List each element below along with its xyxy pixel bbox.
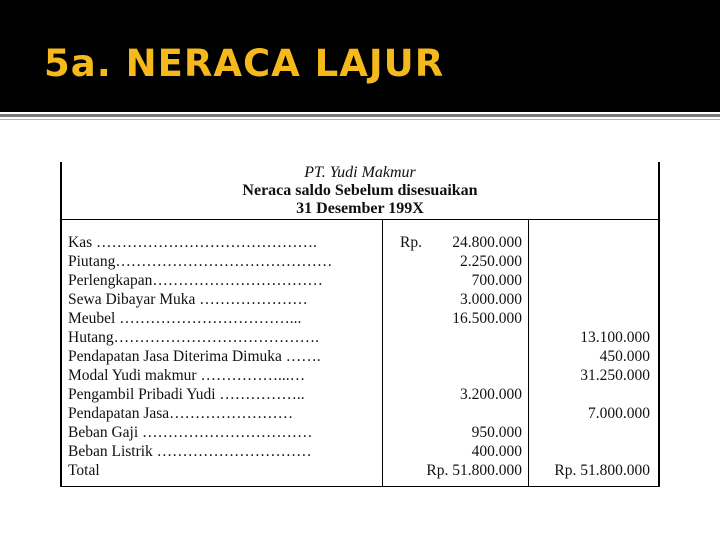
table-row <box>62 367 658 386</box>
account-name: Pengambil Pribadi Yudi …………….. <box>68 386 305 403</box>
debit-amount: 700.000 <box>471 272 522 289</box>
debit-amount: 3.200.000 <box>460 386 522 403</box>
debit-amount: 24.800.000 <box>452 234 522 251</box>
debit-amount: 400.000 <box>471 443 522 460</box>
table-row <box>62 310 658 329</box>
account-name: Sewa Dibayar Muka ………………… <box>68 291 308 308</box>
credit-amount: 31.250.000 <box>580 367 650 384</box>
credit-amount: 7.000.000 <box>588 405 650 422</box>
account-name: Kas ……………………………………. <box>68 234 317 251</box>
account-name: Modal Yudi makmur ……………...… <box>68 367 306 384</box>
table-row <box>62 291 658 310</box>
balance-rows <box>62 234 658 481</box>
document-subtitle: Neraca saldo Sebelum disesuaikan <box>242 182 478 199</box>
table-row <box>62 234 658 253</box>
table-row <box>62 386 658 405</box>
credit-amount: 450.000 <box>599 348 650 365</box>
table-row <box>62 348 658 367</box>
account-name: Beban Listrik ………………………… <box>68 443 312 460</box>
currency-prefix: Rp. <box>400 234 422 251</box>
table-row <box>62 329 658 348</box>
account-name: Meubel ……………………………... <box>68 310 302 327</box>
debit-amount: Rp. 51.800.000 <box>426 462 522 479</box>
slide-title: 5a. NERACA LAJUR <box>44 42 445 85</box>
account-name: Beban Gaji …………………………… <box>68 424 313 441</box>
table-row <box>62 253 658 272</box>
table-row <box>62 462 658 481</box>
debit-amount: 3.000.000 <box>460 291 522 308</box>
scan-artifact <box>322 490 325 500</box>
debit-amount: 950.000 <box>471 424 522 441</box>
credit-amount: 13.100.000 <box>580 329 650 346</box>
divider-thick <box>0 114 720 117</box>
company-name: PT. Yudi Makmur <box>304 164 416 181</box>
table-row <box>62 272 658 291</box>
account-name: Pendapatan Jasa…………………… <box>68 405 294 422</box>
document-date: 31 Desember 199X <box>296 200 424 217</box>
table-row <box>62 424 658 443</box>
account-name: Total <box>68 462 100 479</box>
document-header <box>62 162 658 220</box>
account-name: Pendapatan Jasa Diterima Dimuka ……. <box>68 348 321 365</box>
title-bar <box>0 0 720 112</box>
debit-amount: 16.500.000 <box>452 310 522 327</box>
table-row <box>62 443 658 462</box>
credit-amount: Rp. 51.800.000 <box>554 462 650 479</box>
account-name: Hutang…………………………………. <box>68 329 320 346</box>
account-name: Piutang…………………………………… <box>68 253 333 270</box>
trial-balance-document <box>60 162 660 487</box>
divider-thin <box>0 119 720 120</box>
debit-amount: 2.250.000 <box>460 253 522 270</box>
account-name: Perlengkapan…………………………… <box>68 272 323 289</box>
table-row <box>62 405 658 424</box>
